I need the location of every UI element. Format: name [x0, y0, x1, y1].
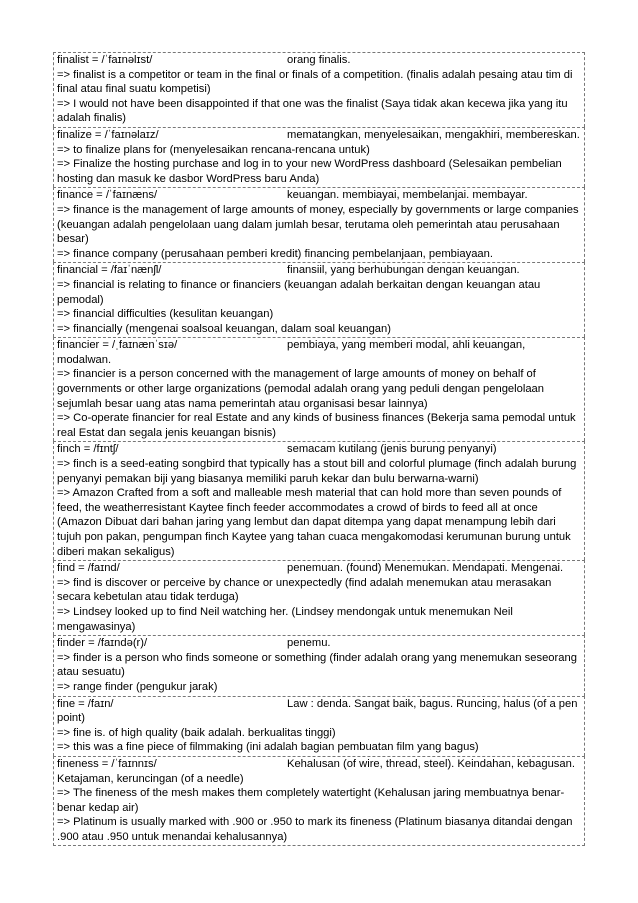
entry-header [57, 188, 581, 203]
entry-headword: financier = /ˌfaɪnænˈsɪə/ [57, 339, 178, 352]
entry-headword: find = /faɪnd/ [57, 562, 120, 575]
entry-example-line: => Finalize the hosting purchase and log in to your new WordPress dashboard (Selesaikan pembelian hosting dan masuk ke dasbor WordPress baru Anda) [57, 158, 562, 185]
entry-example-line: => range finder (pengukur jarak) [57, 680, 218, 693]
entry-header [57, 697, 581, 726]
entry-meaning: Kehalusan (of wire, thread, steel). Keindahan, kebagusan. Ketajaman, keruncingan (of a needle) [57, 757, 575, 785]
dictionary-entry [53, 560, 585, 635]
dictionary-entry [53, 756, 585, 847]
entry-example-line: => I would not have been disappointed if that one was the finalist (Saya tidak akan kecewa jika yang itu adalah finalis) [57, 97, 568, 125]
entry-example-line: => financial is relating to finance or financiers (keuangan adalah berkaitan dengan keuangan atau pemodal) [57, 278, 541, 306]
entry-header [57, 128, 581, 143]
entry-headword: finch = /fɪntʃ/ [57, 443, 119, 456]
entry-header [57, 338, 581, 367]
entry-example-line: => find is discover or perceive by chance or unexpectedly (find adalah menemukan atau merasakan secara kebetulan atau tidak terduga) [57, 576, 552, 604]
entry-headword: finder = /faɪndə(r)/ [57, 637, 148, 650]
entry-headword: fineness = /ˈfaɪnnɪs/ [57, 757, 157, 770]
entry-example-line: => financially (mengenai soalsoal keuangan, dalam soal keuangan) [57, 322, 391, 335]
dictionary-entry [53, 52, 585, 127]
entry-header [57, 442, 581, 457]
entry-example-line: => finalist is a competitor or team in the final or finals of a competition. (finalis adalah pesaing atau tim di final atau final suatu kompetisi) [57, 68, 573, 96]
entry-example-line: => financial difficulties (kesulitan keuangan) [57, 308, 274, 321]
entry-header [57, 53, 581, 68]
entry-example-line: => finance company (perusahaan pemberi kredit) financing pembelanjaan, pembiayaan. [57, 247, 493, 260]
entry-headword: fine = /faɪn/ [57, 697, 114, 710]
dictionary-entry [53, 337, 585, 441]
entry-meaning: finansiil, yang berhubungan dengan keuangan. [287, 264, 520, 277]
entry-headword: financial = /faɪˈnænʃl/ [57, 264, 162, 277]
entry-meaning: keuangan. membiayai, membelanjai. membayar. [287, 189, 528, 202]
entry-headword: finance = /ˈfaɪnæns/ [57, 189, 158, 202]
entry-example-line: => finch is a seed-eating songbird that typically has a stout bill and colorful plumage (finch adalah burung penyanyi pemakan biji yang biasanya memiliki paruh kekar dan bulu berwarna-warni) [57, 458, 577, 485]
entry-example-line: => Lindsey looked up to find Neil watching her. (Lindsey mendongak untuk menemukan Neil mengawasinya) [57, 605, 513, 633]
entry-example-line: => Co-operate financier for real Estate and any kinds of business finances (Bekerja sama pemodal untuk real Estat dan segala jenis keuangan bisnis) [57, 412, 576, 439]
entry-meaning: Law : denda. Sangat baik, bagus. Runcing, halus (of a pen point) [57, 697, 578, 725]
entry-header [57, 757, 581, 786]
dictionary-entry [53, 127, 585, 187]
dictionary-entry [53, 187, 585, 262]
entry-example-line: => financier is a person concerned with the management of large amounts of money on behalf of governments or other large organizations (pemodal adalah orang yang peduli dengan pengelolaan sejumlah besar uang atas nama pemerintah atau organisasi besar lainnya) [57, 368, 545, 410]
entry-example-line: => Platinum is usually marked with .900 or .950 to mark its fineness (Platinum biasanya ditandai dengan .900 atau .950 untuk menandai kehalusannya) [57, 816, 573, 843]
entry-headword: finalize = /ˈfaɪnəlaɪz/ [57, 128, 159, 141]
entry-headword: finalist = /ˈfaɪnəlɪst/ [57, 54, 153, 66]
entry-meaning: penemu. [287, 637, 331, 650]
entry-meaning: semacam kutilang (jenis burung penyanyi) [287, 443, 497, 456]
dictionary-entry [53, 696, 585, 756]
dictionary-document [53, 52, 585, 846]
entry-meaning: pembiaya, yang memberi modal, ahli keuangan, modalwan. [57, 339, 526, 366]
entry-example-line: => fine is. of high quality (baik adalah. berkualitas tinggi) [57, 726, 336, 739]
dictionary-entry [53, 262, 585, 337]
entry-meaning: penemuan. (found) Menemukan. Mendapati. Mengenai. [287, 562, 564, 575]
dictionary-entry [53, 441, 585, 560]
entry-example-line: => finance is the management of large amounts of money, especially by governments or large companies (keuangan adalah pengelolaan uang dalam jumlah besar, terutama oleh pemerintah atau perusahaan besar) [57, 203, 579, 246]
entry-header [57, 636, 581, 651]
entry-meaning: mematangkan, menyelesaikan, mengakhiri, membereskan. [287, 128, 580, 141]
entry-header [57, 263, 581, 278]
entry-header [57, 561, 581, 576]
entry-example-line: => finder is a person who finds someone or something (finder adalah orang yang menemukan seseorang atau sesuatu) [57, 651, 577, 679]
dictionary-entry [53, 635, 585, 695]
entry-example-line: => to finalize plans for (menyelesaikan rencana-rencana untuk) [57, 143, 370, 156]
entry-meaning: orang finalis. [287, 54, 351, 66]
entry-example-line: => The fineness of the mesh makes them completely watertight (Kehalusan jaring membuatnya benar-benar kedap air) [57, 787, 565, 814]
entry-example-line: => this was a fine piece of filmmaking (ini adalah bagian pembuatan film yang bagus) [57, 741, 479, 754]
entry-example-line: => Amazon Crafted from a soft and malleable mesh material that can hold more than seven pounds of feed, the weatherresistant Kaytee finch feeder accommodates a crowd of birds to feed all at once (Amazon Dibuat dari bahan jaring yang lembut dan dapat ditempa yang dapat menampung lebih dari tujuh pon pakan, pengumpan finch Kaytee yang tahan cuaca mengakomodasi kerumunan burung untuk diberi makan sekaligus) [57, 487, 571, 558]
